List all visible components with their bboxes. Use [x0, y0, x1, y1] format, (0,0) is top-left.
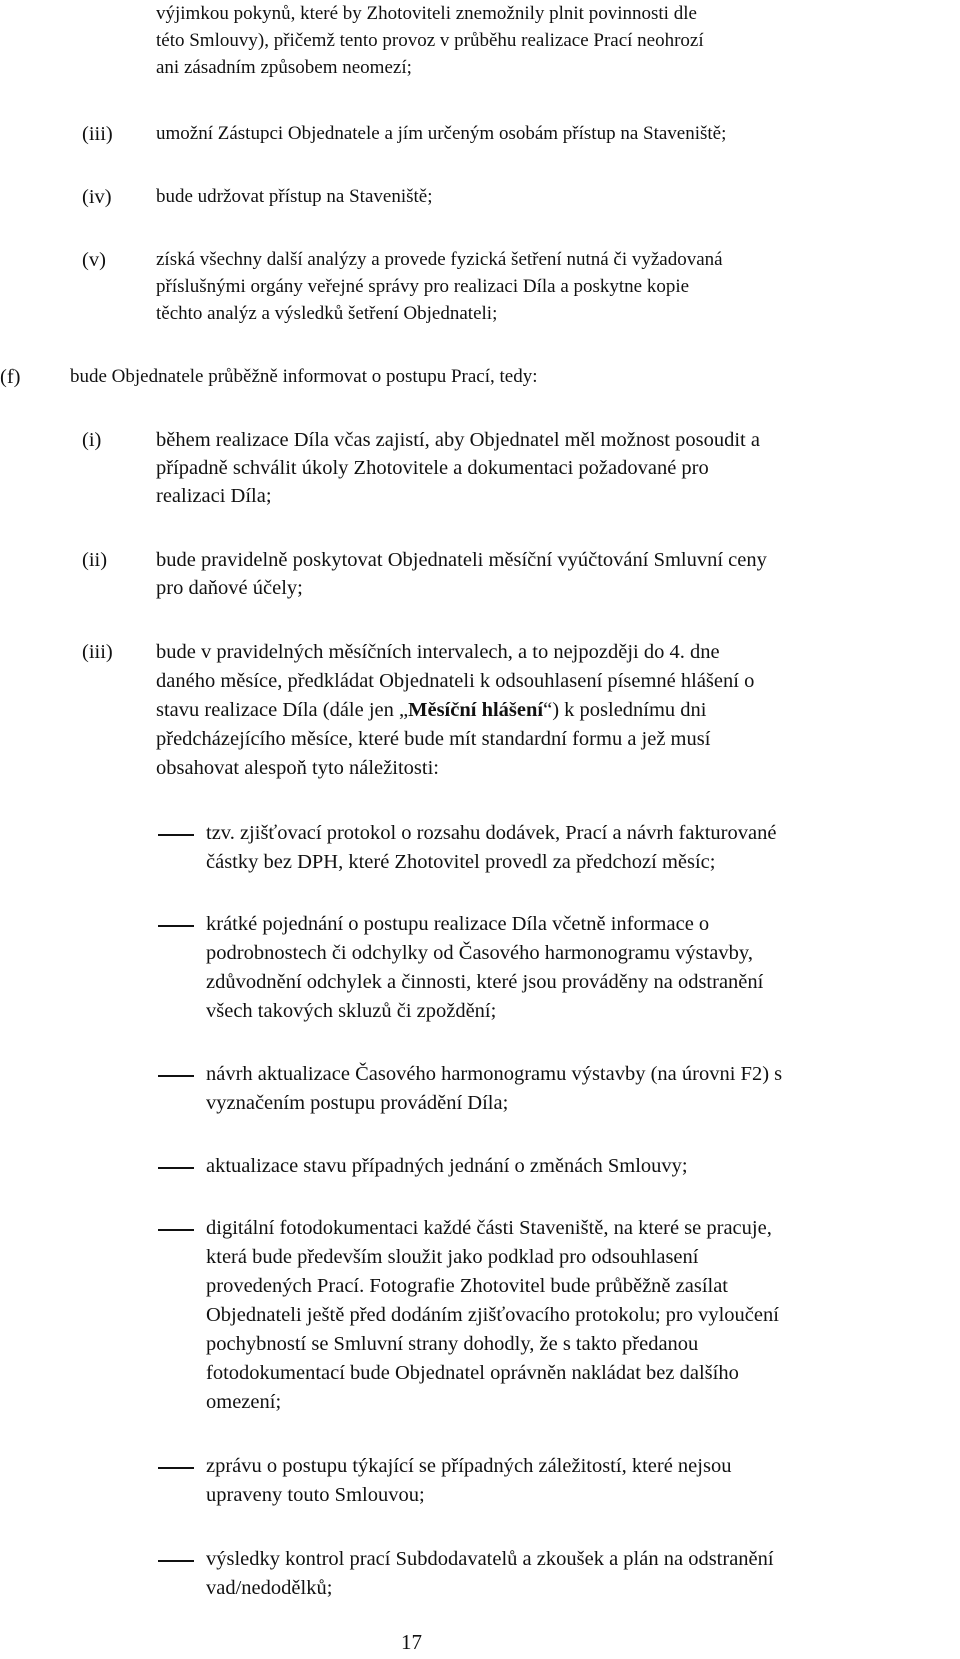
- text-line: ani zásadním způsobem neomezí;: [156, 57, 412, 78]
- text-line: umožní Zástupci Objednatele a jím určeným osobám přístup na Staveniště;: [156, 123, 727, 144]
- text-line: omezení;: [206, 1391, 282, 1413]
- text-line: provedených Prací. Fotografie Zhotovitel bude průběžně zasílat: [206, 1275, 728, 1297]
- text-line: předcházejícího měsíce, které bude mít standardní formu a jež musí: [156, 728, 711, 750]
- text-line: daného měsíce, předkládat Objednateli k odsouhlasení písemné hlášení o: [156, 670, 755, 692]
- text-line: návrh aktualizace Časového harmonogramu výstavby (na úrovni F2) s: [206, 1063, 783, 1085]
- dash-bullet: [158, 1560, 194, 1562]
- text-line: částky bez DPH, které Zhotovitel provedl za předchozí měsíc;: [206, 851, 716, 873]
- text-line: pro daňové účely;: [156, 577, 303, 599]
- text-line: bude udržovat přístup na Staveniště;: [156, 186, 433, 207]
- text-line-with-term: [156, 696, 707, 724]
- text-line: pochybností se Smluvní strany dohodly, že s takto předanou: [206, 1333, 699, 1355]
- text-line: bude Objednatele průběžně informovat o postupu Prací, tedy:: [70, 366, 538, 387]
- item-label: (iii): [82, 123, 113, 145]
- text-line: případně schválit úkoly Zhotovitele a dokumentaci požadované pro: [156, 457, 709, 479]
- text-fragment: stavu realizace Díla (dále jen „: [156, 699, 409, 721]
- text-line: během realizace Díla včas zajistí, aby Objednatel měl možnost posoudit a: [156, 429, 760, 451]
- dash-bullet: [158, 925, 194, 927]
- text-line: výsledky kontrol prací Subdodavatelů a zkoušek a plán na odstranění: [206, 1548, 774, 1570]
- text-line: fotodokumentací bude Objednatel oprávněn nakládat bez dalšího: [206, 1362, 739, 1384]
- item-label: (ii): [82, 549, 108, 571]
- page-number: 17: [401, 1630, 422, 1654]
- text-line: všech takových skluzů či zpoždění;: [206, 1000, 497, 1022]
- dash-bullet: [158, 1075, 194, 1077]
- section-label: (f): [0, 366, 21, 388]
- text-line: zprávu o postupu týkající se případných záležitostí, které nejsou: [206, 1455, 732, 1477]
- text-line: bude pravidelně poskytovat Objednateli měsíční vyúčtování Smluvní ceny: [156, 549, 767, 571]
- dash-bullet: [158, 1167, 194, 1169]
- dash-bullet: [158, 1467, 194, 1469]
- text-line: získá všechny další analýzy a provede fyzická šetření nutná či vyžadovaná: [156, 249, 723, 270]
- text-line: tzv. zjišťovací protokol o rozsahu dodávek, Prací a návrh fakturované: [206, 822, 777, 844]
- text-line: aktualizace stavu případných jednání o změnách Smlouvy;: [206, 1155, 688, 1177]
- text-line: realizaci Díla;: [156, 485, 272, 507]
- item-label: (v): [82, 249, 106, 271]
- text-line: výjimkou pokynů, které by Zhotoviteli znemožnily plnit povinnosti dle: [156, 3, 697, 24]
- item-label: (i): [82, 429, 102, 451]
- text-line: digitální fotodokumentaci každé části Staveniště, na které se pracuje,: [206, 1217, 772, 1239]
- text-line: zdůvodnění odchylek a činnosti, které jsou prováděny na odstranění: [206, 971, 764, 993]
- dash-bullet: [158, 834, 194, 836]
- text-line: bude v pravidelných měsíčních intervalech, a to nejpozději do 4. dne: [156, 641, 720, 663]
- dash-bullet: [158, 1229, 194, 1231]
- text-line: podrobnostech či odchylky od Časového harmonogramu výstavby,: [206, 942, 753, 964]
- item-label: (iv): [82, 186, 112, 208]
- text-line: obsahovat alespoň tyto náležitosti:: [156, 757, 439, 779]
- item-label: (iii): [82, 641, 113, 663]
- defined-term: Měsíční hlášení: [408, 699, 544, 721]
- text-line: upraveny touto Smlouvou;: [206, 1484, 425, 1506]
- text-line: vad/nedodělků;: [206, 1577, 333, 1599]
- text-line: která bude především sloužit jako podklad pro odsouhlasení: [206, 1246, 699, 1268]
- text-line: vyznačením postupu provádění Díla;: [206, 1092, 509, 1114]
- text-line: krátké pojednání o postupu realizace Díla včetně informace o: [206, 913, 710, 935]
- text-fragment: “) k poslednímu dni: [543, 699, 707, 721]
- text-line: této Smlouvy), přičemž tento provoz v průběhu realizace Prací neohrozí: [156, 30, 704, 51]
- text-line: těchto analýz a výsledků šetření Objednateli;: [156, 303, 498, 324]
- text-line: příslušnými orgány veřejné správy pro realizaci Díla a poskytne kopie: [156, 276, 690, 297]
- text-line: Objednateli ještě před dodáním zjišťovacího protokolu; pro vyloučení: [206, 1304, 779, 1326]
